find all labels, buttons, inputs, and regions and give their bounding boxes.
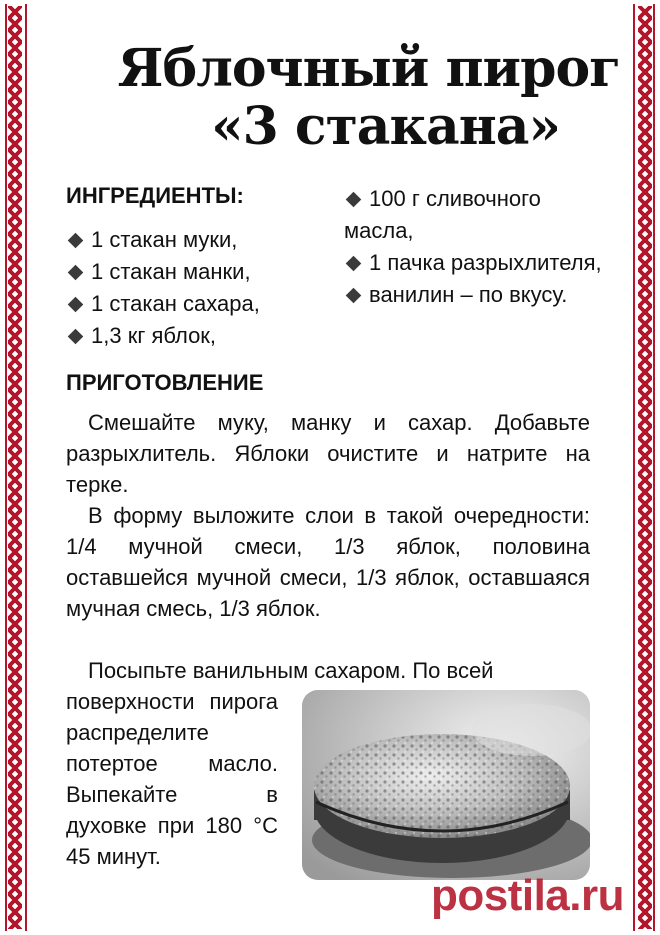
recipe-title xyxy=(40,40,620,156)
ingredient-item: 1 стакан манки, xyxy=(66,256,336,288)
recipe-title-line2: «3 стакана» xyxy=(211,96,560,157)
diamond-bullet-icon xyxy=(68,328,84,344)
apple-pie-photo xyxy=(302,690,590,880)
ingredient-item: 1,3 кг яблок, xyxy=(66,320,336,352)
diamond-bullet-icon xyxy=(346,255,362,271)
diamond-bullet-icon xyxy=(68,232,84,248)
preparation-heading: ПРИГОТОВЛЕНИЕ xyxy=(66,370,264,395)
recipe-title-line1: Яблочный пирог xyxy=(117,38,620,99)
ingredients-heading: ИНГРЕДИЕНТЫ: xyxy=(66,183,244,208)
right-border-line-outer xyxy=(653,4,655,931)
preparation-paragraph-4: поверхности пирога распределите потертое масло. Выпекайте в духовке при 180 °С 45 минут. xyxy=(66,689,278,869)
ingredient-item: 1 стакан муки, xyxy=(66,224,336,256)
diamond-bullet-icon xyxy=(346,191,362,207)
diamond-bullet-icon xyxy=(68,296,84,312)
ingredient-item: ванилин – по вкусу. xyxy=(344,279,614,311)
ingredient-item: 100 г сливочного масла, xyxy=(344,186,541,243)
right-border-line-inner xyxy=(633,4,635,931)
diamond-bullet-icon xyxy=(68,264,84,280)
postila-watermark: postila.ru xyxy=(430,871,624,920)
right-ornament-border xyxy=(638,6,652,929)
left-border-line-outer xyxy=(5,4,7,931)
left-border-line-inner xyxy=(25,4,27,931)
diamond-bullet-icon xyxy=(346,287,362,303)
ingredient-item: 1 пачка разрыхлителя, xyxy=(344,247,614,279)
preparation-paragraph-2: В форму выложите слои в такой очередности: 1/4 мучной смеси, 1/3 яблок, половина оставшейся мучной смеси, 1/3 яблок, оставшаяся мучная смесь, 1/3 яблок. xyxy=(66,503,590,621)
left-ornament-border xyxy=(8,6,22,929)
ingredient-item: 1 стакан сахара, xyxy=(66,288,336,320)
ingredients-list-right xyxy=(344,183,614,311)
pie-image-icon xyxy=(302,690,590,880)
preparation-paragraph-1: Смешайте муку, манку и сахар. Добавьте разрыхлитель. Яблоки очистите и натрите на терке. xyxy=(66,410,590,497)
ingredients-list-left xyxy=(66,224,336,352)
preparation-paragraph-3: Посыпьте ванильным сахаром. По всей xyxy=(88,658,494,683)
